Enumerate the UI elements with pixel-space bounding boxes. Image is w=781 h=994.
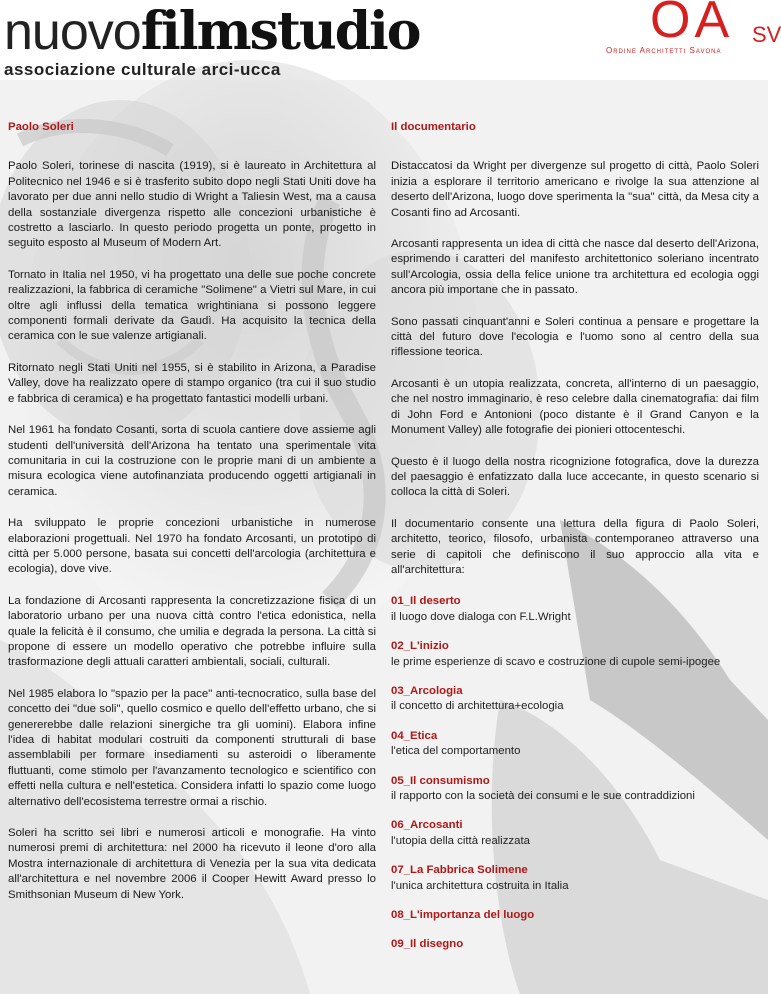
chapter-item (391, 639, 759, 670)
chapter-description: l'utopia della città realizzata (391, 834, 530, 847)
oa-sv: SV (752, 22, 781, 47)
chapter-title: 01_Il deserto (391, 595, 461, 608)
chapter-description: il luogo dove dialoga con F.L.Wright (391, 610, 571, 623)
biography-paragraph: Tornato in Italia nel 1950, vi ha progettato una delle sue poche concrete realizzazioni, la fabbrica di ceramiche "Solimene" a Vietri sul Mare, in cui oltre agli influssi della tematica wrightiniana si possono leggere componenti formali derivate da Gaudì. Ha acquisito la tecnica della ceramica con le sue valenze artigianali. (8, 268, 376, 343)
association-subtitle: associazione culturale arci-ucca (4, 60, 281, 79)
chapter-description: le prime esperienze di scavo e costruzione di cupole semi-ipogee (391, 655, 721, 668)
chapter-list (391, 594, 759, 953)
documentary-paragraph: Arcosanti è un utopia realizzata, concreta, all'interno di un paesaggio, che nel nostro immaginario, è reso celebre dalla cinematografia: dai film di John Ford e Antonioni (poco distante è il Grand Canyon e la Monument Valley) alle fotografie dei pionieri ottocenteschi. (391, 377, 759, 437)
chapter-title: 09_Il disegno (391, 938, 464, 951)
oa-letters: OA (650, 0, 734, 49)
chapter-title: 04_Etica (391, 729, 438, 742)
right-column (391, 120, 759, 967)
chapter-description: il concetto di architettura+ecologia (391, 700, 564, 713)
documentary-paragraph: Questo è il luogo della nostra ricognizione fotografica, dove la durezza del paesaggio è enfatizzato dalla luce accecante, in questo scenario si colloca la città di Soleri. (391, 455, 759, 499)
chapter-description: l'etica del comportamento (391, 745, 521, 758)
biography-paragraph: Nel 1985 elabora lo "spazio per la pace" anti-tecnocratico, sulla base del concetto dei "due soli", quello cosmico e quello dell'effetto urbano, che si genererebbe dalle relazioni sinergiche tra gli uomini). Elabora infine l'idea di habitat modulari costruiti da componenti strutturali di base assemblabili per formare insediamenti su asteroidi o liberamente fluttuanti, come stimolo per l'avanzamento tecnologico e scientifico con effetti nella cultura e nell'estetica. Considera infatti lo spazio come luogo alternativo dell'ecosistema terrestre ormai a rischio. (8, 687, 376, 808)
chapter-item (391, 818, 759, 849)
right-heading: Il documentario (391, 121, 476, 133)
chapter-item (391, 863, 759, 894)
biography-paragraph: Ha sviluppato le proprie concezioni urbanistiche in numerose elaborazioni progettuali. Nel 1970 ha fondato Arcosanti, un prototipo di città per 5.000 persone, basata sui concetti dell'arcologia (architettura e ecologia), dove vive. (8, 517, 376, 576)
chapter-title: 08_L'importanza del luogo (391, 909, 535, 922)
chapter-title: 07_La Fabbrica Solimene (391, 864, 528, 877)
left-column (8, 120, 376, 919)
chapter-title: 03_Arcologia (391, 684, 463, 697)
documentary-paragraph: Sono passati cinquant'anni e Soleri continua a pensare e progettare la città del futuro dove l'ecologia e l'uomo sono al centro della sua riflessione teorica. (391, 315, 759, 359)
chapter-title: 05_Il consumismo (391, 774, 490, 787)
biography-paragraph: Soleri ha scritto sei libri e numerosi articoli e monografie. Ha vinto numerosi premi di architettura: nel 2000 ha ricevuto il leone d'oro alla Mostra internazionale di architettura di Venezia per la sua vita dedicata all'architettura e nel novembre 2006 il Cooper Hewitt Award presso lo Smithsonian Museum di New York. (8, 827, 376, 901)
documentary-paragraph: Distaccatosi da Wright per divergenze sul progetto di città, Paolo Soleri inizia a esplorare il territorio americano e rivolge la sua attenzione al deserto dell'Arizona, luogo dove sperimenta la "sua" città, da Mesa city a Cosanti fino ad Arcosanti. (391, 160, 759, 219)
biography-paragraph: Nel 1961 ha fondato Cosanti, sorta di scuola cantiere dove assieme agli studenti dell'università dell'Arizona ha tentato una sperimentale vita comunitaria in cui la costruzione con le proprie mani di un ambiente a misura ecologica viene autofinanziata producendo oggetti artigianali in ceramica. (8, 424, 376, 498)
chapter-item (391, 908, 759, 923)
chapter-item (391, 684, 759, 715)
logo-light-text: nuovo (4, 3, 141, 61)
left-heading: Paolo Soleri (8, 121, 74, 133)
chapter-title: 02_L'inizio (391, 640, 449, 653)
chapter-item (391, 594, 759, 625)
nuovofilmstudio-logo (4, 1, 420, 62)
ordine-architetti-logo (598, 0, 781, 60)
logo-bold-text: filmstudio (140, 1, 420, 62)
page-header (0, 0, 781, 82)
chapter-item (391, 937, 759, 952)
documentary-paragraph: Il documentario consente una lettura della figura di Paolo Soleri, architetto, teorico, filosofo, urbanista contemporaneo attraverso una serie di capitoli che definiscono il suo approccio alla vita e all'architettura: (391, 517, 759, 576)
oa-caption: Ordine Architetti Savona (606, 46, 722, 55)
biography-paragraph: La fondazione di Arcosanti rappresenta la concretizzazione fisica di un laboratorio urbano per una nuova città contro l'etica edonistica, nella quale la felicità è il consumo, che umilia e degrada la persona. La città si propone di essere un modello operativo che potrebbe influire sulla trasformazione degli attuali caratteri ambientali, sociali, culturali. (8, 594, 376, 669)
chapter-description: l'unica architettura costruita in Italia (391, 879, 569, 892)
biography-paragraph: Ritornato negli Stati Uniti nel 1955, si è stabilito in Arizona, a Paradise Valley, dove ha realizzato opere di stampo organico (tra cui il suo studio e fabbrica di ceramica) e ha progettato fantastici modelli urbani. (8, 361, 376, 405)
biography-paragraph: Paolo Soleri, torinese di nascita (1919), si è laureato in Architettura al Politecnico nel 1946 e si è trasferito subito dopo negli Stati Uniti dove ha lavorato per due anni nello studio di Wright a Taliesin West, ma a causa della sostanziale divergenza rispetto alle concezioni urbanistiche è costretto a lasciarlo. In questo periodo progetta un ponte, progetto in seguito esposto al Museum of Modern Art. (8, 160, 376, 250)
documentary-paragraph: Arcosanti rappresenta un idea di città che nasce dal deserto dell'Arizona, esprimendo i caratteri del manifesto architettonico soleriano incentrato sull'Arcologia, ossia della felice unione tra architettura ed ecologia oggi ancora più importane che in passato. (391, 238, 759, 297)
chapter-item (391, 774, 759, 805)
chapter-description: il rapporto con la società dei consumi e le sue contraddizioni (391, 790, 695, 802)
chapter-title: 06_Arcosanti (391, 819, 463, 832)
chapter-item (391, 729, 759, 760)
